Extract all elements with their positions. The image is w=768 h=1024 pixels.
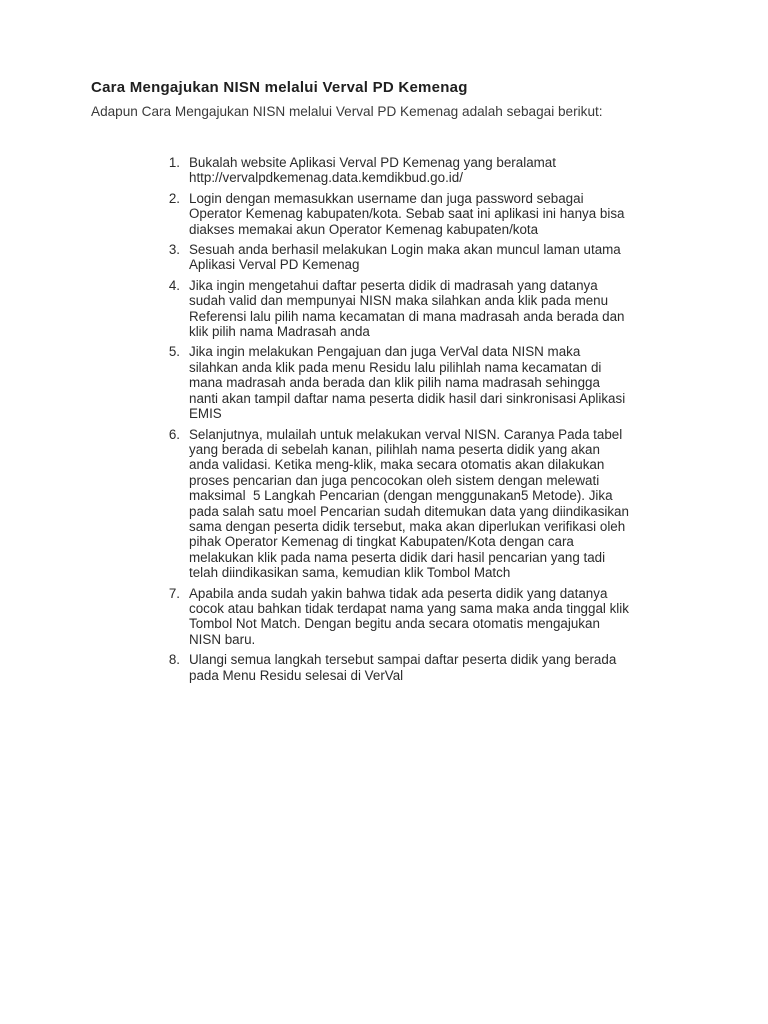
step-gap — [180, 427, 189, 581]
step-item — [150, 278, 690, 340]
step-line: NISN baru. — [189, 631, 256, 647]
step-text — [189, 155, 690, 186]
step-gap — [180, 191, 189, 237]
step-line: melakukan klik pada nama peserta didik dari hasil pencarian yang tadi — [189, 549, 606, 565]
step-line: pihak Operator Kemenag di tingkat Kabupaten/Kota dengan cara — [189, 534, 574, 550]
step-line: anda validasi. Ketika meng-klik, maka secara otomatis akan dilakukan — [189, 457, 605, 473]
step-line: telah diindikasikan sama, kemudian klik Tombol Match — [189, 565, 511, 581]
step-line: diakses memakai akun Operator Kemenag kabupaten/kota — [189, 221, 539, 237]
step-number: 5 . — [150, 344, 180, 421]
step-text — [189, 242, 690, 273]
step-text — [189, 278, 690, 340]
step-number: 4 . — [150, 278, 180, 340]
step-text — [189, 586, 690, 648]
step-line: maksimal 5 Langkah Pencarian (dengan menggunakan5 Metode). Jika — [189, 488, 613, 504]
step-number: 2 . — [150, 191, 180, 237]
step-line: Login dengan memasukkan username dan juga password sebagai — [189, 190, 584, 206]
step-gap — [180, 344, 189, 421]
step-gap — [180, 242, 189, 273]
document-intro: Adapun Cara Mengajukan NISN melalui Verval PD Kemenag adalah sebagai berikut: — [91, 104, 603, 119]
step-item — [150, 344, 690, 421]
step-text — [189, 427, 690, 581]
step-line: http://vervalpdkemenag.data.kemdikbud.go.id/ — [189, 170, 463, 186]
step-line: Selanjutnya, mulailah untuk melakukan verval NISN. Caranya Pada tabel — [189, 426, 623, 442]
step-gap — [180, 278, 189, 340]
step-line: Operator Kemenag kabupaten/kota. Sebab saat ini aplikasi ini hanya bisa — [189, 206, 625, 222]
step-line: Bukalah website Aplikasi Verval PD Kemenag yang beralamat — [189, 155, 556, 170]
document-title: Cara Mengajukan NISN melalui Verval PD Kemenag — [91, 79, 468, 96]
step-line: yang berada di sebelah kanan, pilihlah nama peserta didik yang akan — [189, 441, 600, 457]
step-line: cocok atau bahkan tidak terdapat nama yang sama maka anda tinggal klik — [189, 600, 629, 616]
step-number: 8 . — [150, 652, 180, 683]
step-gap — [180, 586, 189, 648]
step-line: EMIS — [189, 406, 222, 422]
step-number: 6 . — [150, 427, 180, 581]
step-line: Referensi lalu pilih nama kecamatan di mana madrasah anda berada dan — [189, 308, 625, 324]
step-line: proses pencarian dan juga pencocokan oleh sistem dengan melewati — [189, 472, 600, 488]
step-number: 3 . — [150, 242, 180, 273]
step-text — [189, 652, 690, 683]
step-number: 1 . — [150, 155, 180, 186]
step-gap — [180, 155, 189, 186]
step-gap — [180, 652, 189, 683]
step-line: silahkan anda klik pada menu Residu lalu pilihlah nama kecamatan di — [189, 359, 602, 375]
step-item — [150, 191, 690, 237]
step-item — [150, 652, 690, 683]
step-line: sama dengan peserta didik tersebut, maka akan diperlukan verifikasi oleh — [189, 518, 626, 534]
step-line: klik pilih nama Madrasah anda — [189, 324, 370, 340]
step-line: Apabila anda sudah yakin bahwa tidak ada peserta didik yang datanya — [189, 585, 608, 601]
step-item — [150, 155, 690, 186]
step-item — [150, 242, 690, 273]
step-line: Tombol Not Match. Dengan begitu anda secara otomatis mengajukan — [189, 616, 600, 632]
step-line: pada salah satu moel Pencarian sudah ditemukan data yang diindikasikan — [189, 503, 629, 519]
step-line: sudah valid dan mempunyai NISN maka silahkan anda klik pada menu — [189, 293, 609, 309]
step-line: Ulangi semua langkah tersebut sampai daftar peserta didik yang berada — [189, 652, 617, 668]
step-line: Jika ingin melakukan Pengajuan dan juga VerVal data NISN maka — [189, 344, 581, 360]
step-line: Aplikasi Verval PD Kemenag — [189, 257, 360, 273]
step-line: Sesuah anda berhasil melakukan Login maka akan muncul laman utama — [189, 242, 621, 258]
step-text — [189, 191, 690, 237]
step-line: Jika ingin mengetahui daftar peserta didik di madrasah yang datanya — [189, 277, 598, 293]
step-item — [150, 586, 690, 648]
step-number: 7 . — [150, 586, 180, 648]
step-text — [189, 344, 690, 421]
step-line: mana madrasah anda berada dan klik pilih nama madrasah sehingga — [189, 375, 600, 391]
step-item — [150, 427, 690, 581]
steps-list — [150, 155, 690, 688]
step-line: nanti akan tampil daftar nama peserta didik hasil dari sinkronisasi Aplikasi — [189, 390, 626, 406]
step-line: pada Menu Residu selesai di VerVal — [189, 667, 404, 683]
